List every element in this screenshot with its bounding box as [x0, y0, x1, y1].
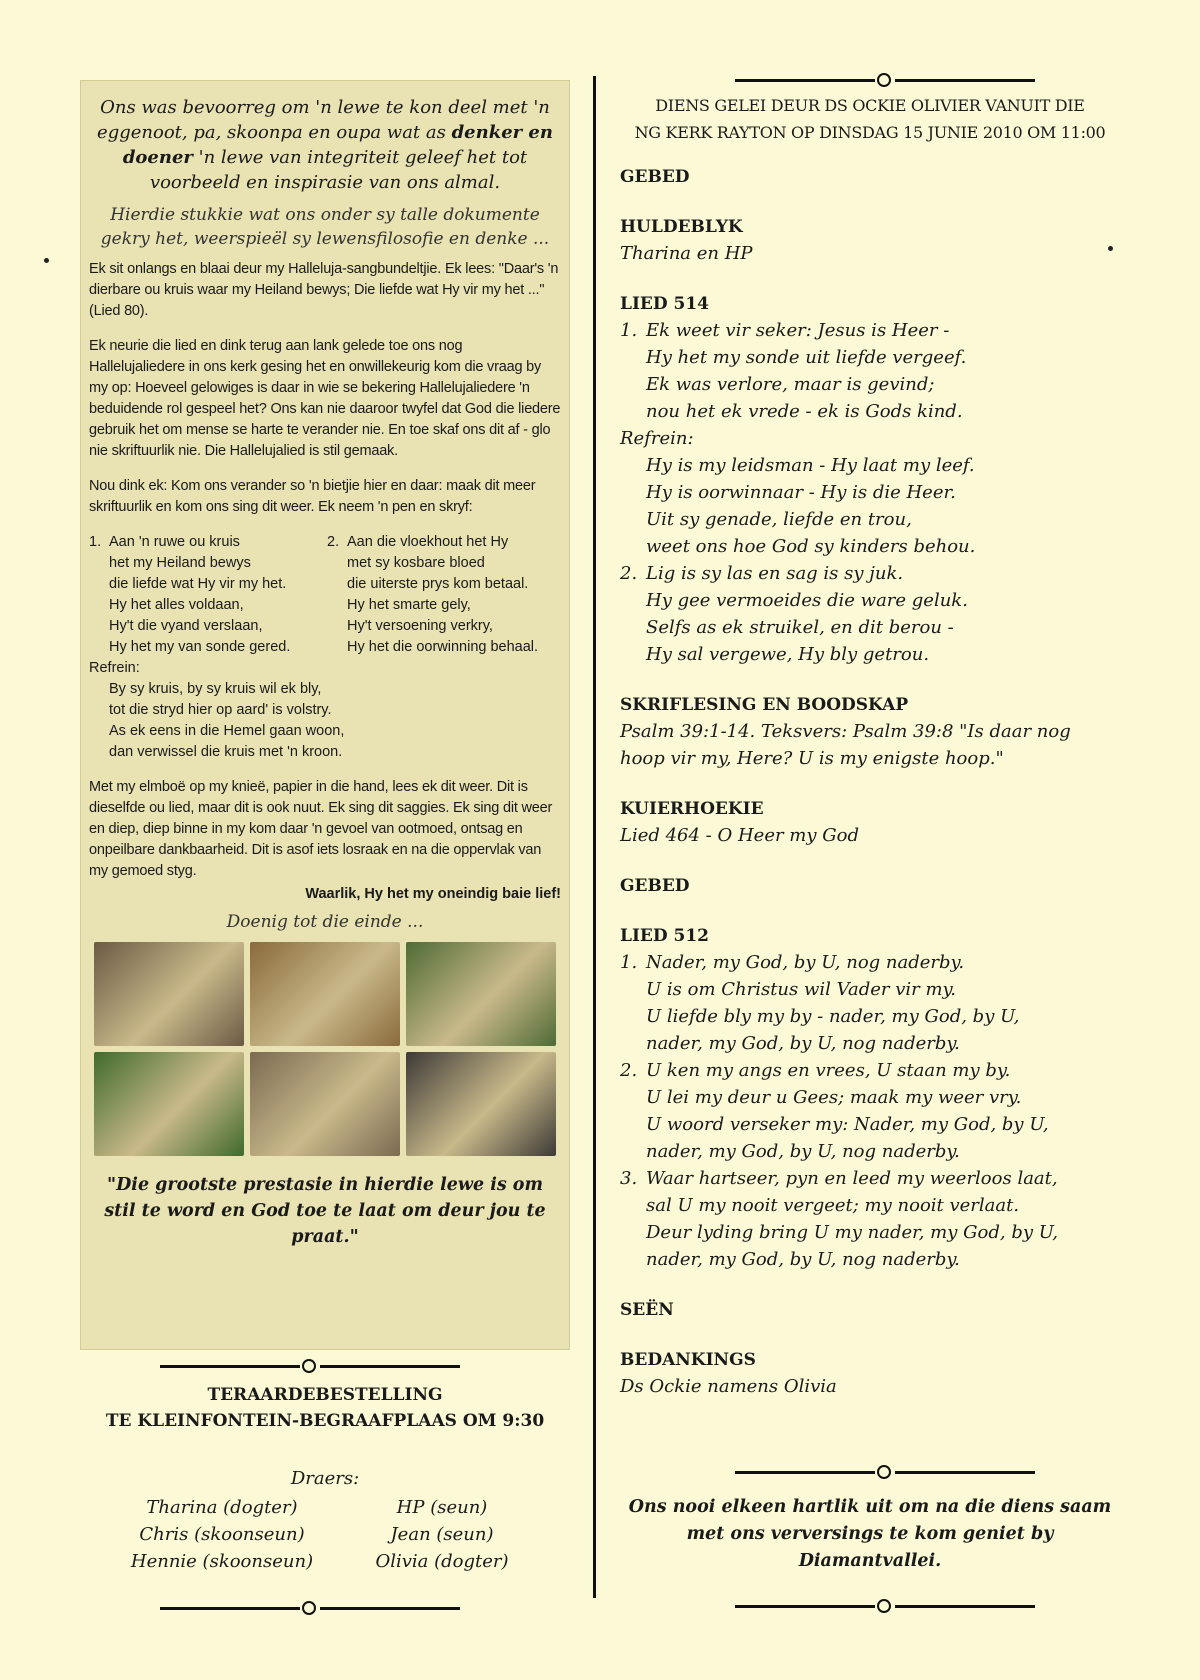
- service-line-1: DIENS GELEI DEUR DS OCKIE OLIVIER VANUIT DIE: [655, 96, 1085, 115]
- hymn-refrain: [89, 658, 561, 763]
- verse-line: Hy sal vergewe, Hy bly getrou.: [646, 644, 930, 665]
- verse-line: nou het ek vrede - ek is Gods kind.: [646, 401, 963, 422]
- verse-line: U liefde bly my by - nader, my God, by U,: [646, 1006, 1020, 1027]
- bearer-name: Hennie (skoonseun): [130, 1551, 314, 1572]
- hymn-verses: [89, 532, 561, 658]
- verse-line: Deur lyding bring U my nader, my God, by U,: [646, 1222, 1058, 1243]
- intro-part1: Ons was bevoorreg om 'n lewe te kon deel met 'n eggenoot, pa, skoonpa en oupa wat as: [97, 97, 550, 143]
- verse-line: nader, my God, by U, nog naderby.: [646, 1033, 960, 1054]
- verse-number: 1.: [620, 952, 638, 973]
- verse-number: 1.: [620, 320, 638, 341]
- verse-line: Hy gee vermoeides die ware geluk.: [646, 590, 968, 611]
- verse-line: Waar hartseer, pyn en leed my weerloos laat,: [646, 1168, 1058, 1189]
- verse-number: 1.: [89, 534, 102, 550]
- refrain-line: Hy is oorwinnaar - Hy is die Heer.: [646, 482, 956, 503]
- refrain-line: By sy kruis, by sy kruis wil ek bly,: [109, 681, 322, 697]
- verse-line: nader, my God, by U, nog naderby.: [646, 1249, 960, 1270]
- scan-speck: [1108, 246, 1113, 251]
- photo-reading: [406, 1052, 556, 1156]
- lied514-verse-2: [620, 560, 1120, 668]
- verse-line: U woord verseker my: Nader, my God, by U,: [646, 1114, 1049, 1135]
- verse-line: Hy het my sonde uit liefde vergeef.: [646, 347, 967, 368]
- kuierhoekie-heading: KUIERHOEKIE: [620, 799, 764, 819]
- lied512-verse-1: [620, 949, 1120, 1057]
- verse-line: Ek was verlore, maar is gevind;: [646, 374, 935, 395]
- intro-part2: 'n lewe van integriteit geleef het tot voorbeeld en inspirasie van ons almal.: [149, 147, 528, 193]
- skriflesing-heading: SKRIFLESING EN BOODSKAP: [620, 695, 909, 715]
- intro-bold: denker en doener: [122, 122, 553, 168]
- verse-line: Ek weet vir seker: Jesus is Heer -: [646, 320, 950, 341]
- refrain-line: weet ons hoe God sy kinders behou.: [646, 536, 976, 557]
- skriflesing-text: Psalm 39:1-14. Teksvers: Psalm 39:8 "Is daar nog hoop vir my, Here? U is my enigste hoop.": [620, 721, 1071, 769]
- hymn-verse-1: [89, 532, 319, 658]
- bearers-title: Draers:: [290, 1468, 360, 1489]
- right-column: [620, 92, 1120, 1400]
- divider-left-bottom: [160, 1598, 460, 1618]
- kuierhoekie-text: Lied 464 - O Heer my God: [620, 825, 859, 846]
- verse-line: Selfs as ek struikel, en dit berou -: [646, 617, 954, 638]
- gebed-heading-1: GEBED: [620, 167, 690, 187]
- left-column: [80, 80, 570, 1350]
- divider-top-right: [735, 70, 1035, 90]
- signoff-text: Waarlik, Hy het my oneindig baie lief!: [305, 886, 561, 902]
- verse-line: die liefde wat Hy vir my het.: [109, 576, 287, 592]
- doenig-caption: Doenig tot die einde ...: [226, 912, 424, 932]
- photo-collage: [89, 942, 561, 1156]
- verse-line: U ken my angs en vrees, U staan my by.: [646, 1060, 1011, 1081]
- verse-line: sal U my nooit vergeet; my nooit verlaat.: [646, 1195, 1020, 1216]
- lied514-refrain: [620, 425, 1120, 560]
- bedankings-heading: BEDANKINGS: [620, 1350, 756, 1370]
- verse-line: nader, my God, by U, nog naderby.: [646, 1141, 960, 1162]
- seen-heading: SEËN: [620, 1300, 674, 1320]
- verse-line: Hy het my van sonde gered.: [109, 639, 291, 655]
- verse-line: Hy't versoening verkry,: [347, 618, 493, 634]
- refrain-label: Refrein:: [620, 428, 694, 449]
- burial-info: [80, 1382, 570, 1434]
- bearer-name: HP (seun): [396, 1497, 488, 1518]
- photo-garden: [406, 942, 556, 1046]
- bearer-name: Chris (skoonseun): [139, 1524, 305, 1545]
- burial-line-1: TERAARDEBESTELLING: [207, 1385, 443, 1405]
- paragraph-3: Nou dink ek: Kom ons verander so 'n bietjie hier en daar: maak dit meer skriftuurlik en kom ons sing dit weer. Ek neem 'n pen en skryf:: [89, 478, 536, 515]
- subintro-text: Hierdie stukkie wat ons onder sy talle dokumente gekry het, weerspieël sy lewensfilosofie en denke ...: [100, 205, 550, 249]
- column-separator: [593, 76, 596, 1598]
- refreshments-invitation: Ons nooi elkeen hartlik uit om na die diens saam met ons verversings te kom geniet by Diamantvallei.: [628, 1497, 1112, 1571]
- scan-speck: [44, 258, 49, 263]
- verse-line: Hy het die oorwinning behaal.: [347, 639, 539, 655]
- refrain-line: tot die stryd hier op aard' is volstry.: [109, 702, 332, 718]
- service-line-2: NG KERK RAYTON OP DINSDAG 15 JUNIE 2010 OM 11:00: [634, 123, 1106, 142]
- verse-number: 2.: [620, 563, 638, 584]
- lied512-verse-3: [620, 1165, 1120, 1273]
- lied512-verse-2: [620, 1057, 1120, 1165]
- photo-child-game: [250, 942, 400, 1046]
- lied514-verse-1: [620, 317, 1120, 425]
- refrain-line: As ek eens in die Hemel gaan woon,: [109, 723, 345, 739]
- verse-line: Hy't die vyand verslaan,: [109, 618, 263, 634]
- divider-right-middle: [735, 1462, 1035, 1482]
- huldeblyk-heading: HULDEBLYK: [620, 217, 743, 237]
- bearer-name: Tharina (dogter): [146, 1497, 298, 1518]
- huldeblyk-text: Tharina en HP: [620, 243, 753, 264]
- photo-family-group: [94, 1052, 244, 1156]
- paragraph-2: Ek neurie die lied en dink terug aan lank gelede toe ons nog Hallelujaliedere in ons kerk gesing het en onwillekeurig kom die vraag by my op: Hoeveel gelowiges is daar in wie se bekering Hallelujaliedere 'n beduidende rol gespeel het? Ons kan nie daaroor twyfel dat God die liedere gebruik het om mense se harte te verander nie. En toe skaf ons dit af - glo nie skriftuurlik nie. Die Hallelujalied is stil gemaak.: [89, 338, 561, 459]
- bedankings-text: Ds Ockie namens Olivia: [620, 1376, 837, 1397]
- lied514-heading: LIED 514: [620, 294, 710, 314]
- refrain-line: Uit sy genade, liefde en trou,: [646, 509, 912, 530]
- refrain-label: Refrein:: [89, 660, 140, 676]
- verse-line: Hy het alles voldaan,: [109, 597, 244, 613]
- burial-line-2: TE KLEINFONTEIN-BEGRAAFPLAAS OM 9:30: [105, 1411, 545, 1431]
- gebed-heading-2: GEBED: [620, 876, 690, 896]
- paragraph-4: Met my elmboë op my knieë, papier in die hand, lees ek dit weer. Dit is dieselfde ou lied, maar dit is ook nuut. Ek sing dit saggies. Ek sing dit weer en diep, diep binne in my kom daar 'n gevoel van ootmoed, ontsag en onpeilbare dankbaarheid. Dit is asof iets losraak en na die oppervlak van my gemoed styg.: [89, 779, 553, 879]
- tribute-card: [80, 80, 570, 1350]
- hymn-verse-2: [319, 532, 557, 658]
- service-header: [620, 92, 1120, 146]
- verse-line: U lei my deur u Gees; maak my weer vry.: [646, 1087, 1022, 1108]
- closing-quote: "Die grootste prestasie in hierdie lewe is om stil te word en God toe te laat om deur jou te praat.": [104, 1175, 546, 1247]
- verse-number: 3.: [620, 1168, 638, 1189]
- verse-line: Nader, my God, by U, nog naderby.: [646, 952, 965, 973]
- paragraph-1: Ek sit onlangs en blaai deur my Halleluja-sangbundeltjie. Ek lees: "Daar's 'n dierbare ou kruis waar my Heiland bewys; Die liefde wat Hy vir my het ..." (Lied 80).: [89, 261, 559, 319]
- verse-line: Hy het smarte gely,: [347, 597, 471, 613]
- verse-line: U is om Christus wil Vader vir my.: [646, 979, 957, 1000]
- verse-line: Lig is sy las en sag is sy juk.: [646, 563, 904, 584]
- photo-writing: [250, 1052, 400, 1156]
- verse-line: die uiterste prys kom betaal.: [347, 576, 529, 592]
- verse-number: 2.: [620, 1060, 638, 1081]
- divider-left-middle: [160, 1356, 460, 1376]
- bearers-list: [112, 1494, 552, 1575]
- lied512-heading: LIED 512: [620, 926, 710, 946]
- verse-line: het my Heiland bewys: [109, 555, 251, 571]
- bearer-name: Olivia (dogter): [375, 1551, 509, 1572]
- verse-line: Aan die vloekhout het Hy: [347, 534, 509, 550]
- intro-text: [93, 95, 557, 195]
- refrain-line: Hy is my leidsman - Hy laat my leef.: [646, 455, 975, 476]
- divider-right-bottom: [735, 1596, 1035, 1616]
- photo-puzzle: [94, 942, 244, 1046]
- verse-number: 2.: [327, 534, 340, 550]
- refrain-line: dan verwissel die kruis met 'n kroon.: [109, 744, 343, 760]
- bearer-name: Jean (seun): [390, 1524, 494, 1545]
- verse-line: Aan 'n ruwe ou kruis: [109, 534, 240, 550]
- verse-line: met sy kosbare bloed: [347, 555, 485, 571]
